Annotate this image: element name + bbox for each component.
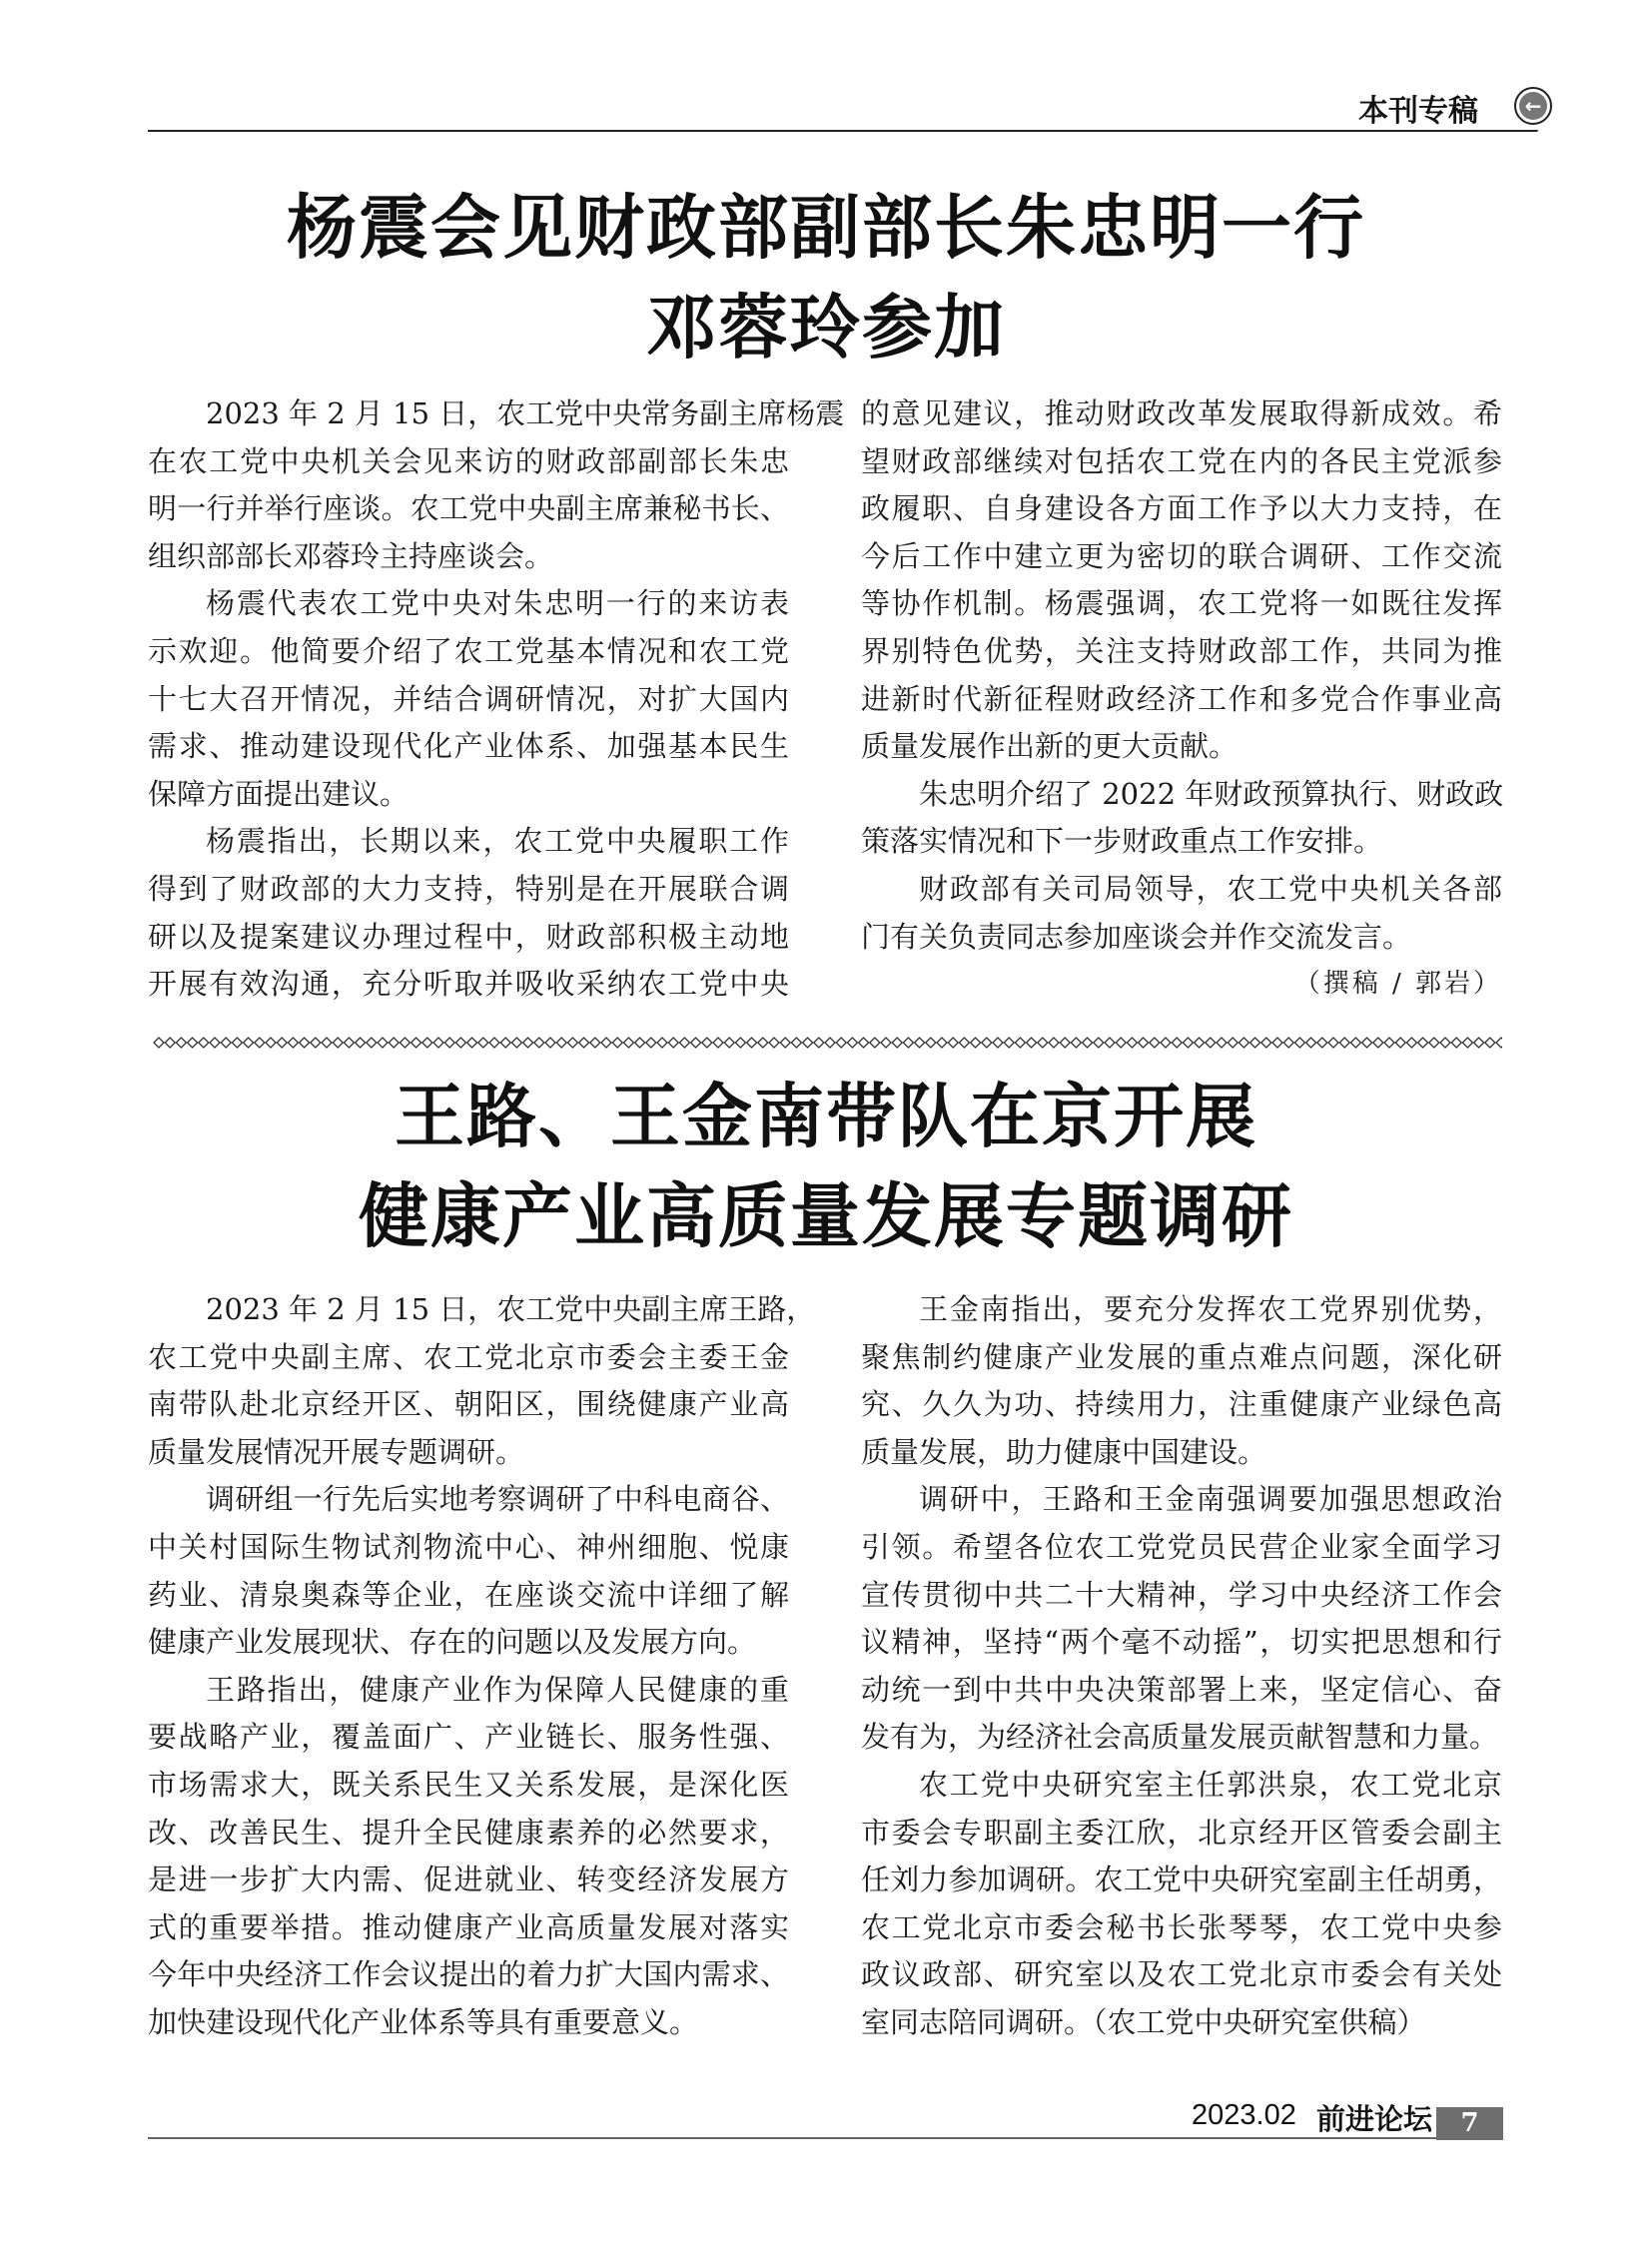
text-line: 市委会专职副主委江欣，北京经开区管委会副主 [861,1815,1502,1850]
article1-title-line: 杨震会见财政部副部长朱忠明一行 [287,187,1365,269]
diamond-ornament [1206,1038,1216,1048]
diamond-ornament [1474,1038,1484,1048]
diamond-ornament [277,1038,287,1048]
diamond-ornament [859,1038,869,1048]
diamond-ornament [1283,1038,1293,1048]
text-line: 保障方面提出建议。 [148,776,410,811]
text-line: 王金南指出，要充分发挥农工党界别优势， [919,1292,1502,1326]
text-line: 杨震指出，长期以来，农工党中央履职工作 [206,824,789,859]
diamond-ornament [993,1038,1003,1048]
header-rule [148,130,1538,132]
diamond-ornament [1462,1038,1472,1048]
diamond-ornament [836,1038,846,1048]
diamond-ornament [825,1038,835,1048]
diamond-ornament [367,1038,377,1048]
diamond-ornament [657,1038,667,1048]
article1-title-line: 邓蓉玲参加 [646,287,1006,369]
text-line: 农工党中央研究室主任郭洪泉，农工党北京 [919,1767,1502,1802]
diamond-ornament [232,1038,242,1048]
diamond-ornament [154,1038,164,1048]
text-line: 健康产业发展现状、存在的问题以及发展方向。 [148,1625,757,1660]
diamond-ornament [982,1038,992,1048]
diamond-ornament [288,1038,298,1048]
diamond-ornament [1250,1038,1260,1048]
diamond-ornament [356,1038,366,1048]
article2-title-line: 健康产业高质量发展专题调研 [359,1175,1293,1257]
diamond-divider [150,1035,1502,1051]
text-line: 2023 年 2 月 15 日，农工党中央副主席王路， [206,1292,816,1326]
footer-rule [148,2137,1436,2139]
article1-column-left [148,390,845,1009]
diamond-ornament [601,1038,611,1048]
text-line: 2023 年 2 月 15 日，农工党中央常务副主席杨震 [206,396,845,430]
diamond-ornament [322,1038,332,1048]
text-line: 质量发展情况开展专题调研。 [148,1434,525,1469]
diamond-ornament [1038,1038,1048,1048]
diamond-ornament [1228,1038,1238,1048]
text-line: 加快建设现代化产业体系等具有重要意义。 [148,2004,699,2039]
diamond-ornament [1373,1038,1383,1048]
diamond-ornament [691,1038,701,1048]
text-line: 望财政部继续对包括农工党在内的各民主党派参 [861,443,1502,478]
diamond-ornament [199,1038,209,1048]
diamond-ornament [915,1038,925,1048]
diamond-ornament [1172,1038,1182,1048]
diamond-ornament [758,1038,768,1048]
diamond-ornament [545,1038,555,1048]
diamond-ornament [1150,1038,1160,1048]
diamond-ornament [747,1038,757,1048]
text-line: 财政部有关司局领导，农工党中央机关各部 [919,871,1502,906]
text-line: 中关村国际生物试剂物流中心、神州细胞、悦康 [148,1529,789,1564]
text-line: 策落实情况和下一步财政重点工作安排。 [861,824,1383,859]
article2-title [148,1067,1504,1266]
text-line: 政议政部、研究室以及农工党北京市委会有关处 [861,1957,1502,1992]
diamond-ornament [1485,1038,1495,1048]
diamond-ornament [165,1038,175,1048]
diamond-ornament [1015,1038,1025,1048]
diamond-ornament [1094,1038,1104,1048]
diamond-ornament [948,1038,958,1048]
text-line: 质量发展作出新的更大贡献。 [861,729,1239,764]
diamond-ornament [1306,1038,1316,1048]
diamond-ornament [567,1038,577,1048]
page-number: 7 [1436,2107,1503,2140]
text-line: 室同志陪同调研。（农工党中央研究室供稿） [861,2004,1426,2039]
text-line: 今后工作中建立更为密切的联合调研、工作交流 [861,538,1502,573]
diamond-ornament [735,1038,745,1048]
diamond-ornament [1451,1038,1461,1048]
diamond-ornament [1294,1038,1304,1048]
text-line: 门有关负责同志参加座谈会并作交流发言。 [861,919,1412,954]
diamond-ornament [1183,1038,1193,1048]
diamond-ornament [266,1038,276,1048]
diamond-ornament [1429,1038,1439,1048]
text-line: 等协作机制。杨震强调，农工党将一如既往发挥 [861,586,1502,621]
diamond-ornament [523,1038,533,1048]
diamond-ornament [1362,1038,1372,1048]
diamond-ornament [300,1038,310,1048]
diamond-ornament [176,1038,186,1048]
diamond-ornament [1161,1038,1171,1048]
diamond-ornament [1139,1038,1149,1048]
diamond-ornament [803,1038,813,1048]
diamond-ornament [221,1038,231,1048]
diamond-ornament [534,1038,544,1048]
text-line: 市场需求大，既关系民生又关系发展，是深化医 [148,1767,789,1802]
diamond-ornament [780,1038,790,1048]
diamond-ornament [389,1038,399,1048]
text-line: 示欢迎。他简要介绍了农工党基本情况和农工党 [148,633,789,668]
diamond-ornament [903,1038,913,1048]
diamond-ornament [1496,1038,1502,1048]
diamond-ornament [937,1038,947,1048]
diamond-ornament [1083,1038,1093,1048]
diamond-ornament [668,1038,678,1048]
diamond-ornament [590,1038,600,1048]
text-line: 式的重要举措。推动健康产业高质量发展对落实 [148,1909,789,1944]
diamond-ornament [881,1038,891,1048]
diamond-ornament [892,1038,902,1048]
diamond-ornament [623,1038,633,1048]
diamond-ornament [500,1038,510,1048]
diamond-ornament [1105,1038,1115,1048]
diamond-ornament [724,1038,734,1048]
text-line: 农工党中央副主席、农工党北京市委会主委王金 [148,1339,789,1374]
text-line: 调研中，王路和王金南强调要加强思想政治 [919,1482,1502,1517]
text-line: 要战略产业，覆盖面广、产业链长、服务性强、 [148,1720,789,1755]
text-line: 组织部部长邓蓉玲主持座谈会。 [148,538,554,573]
text-line: 在农工党中央机关会见来访的财政部副部长朱忠 [148,443,789,478]
diamond-ornament [1261,1038,1271,1048]
diamond-ornament [1127,1038,1137,1048]
diamond-ornament [646,1038,656,1048]
text-line: 政履职、自身建设各方面工作予以大力支持，在 [861,491,1502,526]
diamond-ornament [1116,1038,1126,1048]
text-line: 发有为，为经济社会高质量发展贡献智慧和力量。 [861,1720,1499,1755]
diamond-ornament [344,1038,354,1048]
diamond-ornament [1071,1038,1081,1048]
diamond-ornament [1339,1038,1349,1048]
diamond-ornament [433,1038,443,1048]
text-line: 得到了财政部的大力支持，特别是在开展联合调 [148,871,789,906]
diamond-ornament [814,1038,824,1048]
text-line: 明一行并举行座谈。农工党中央副主席兼秘书长、 [148,491,789,526]
text-line: 调研组一行先后实地考察调研了中科电商谷、 [206,1482,789,1517]
diamond-ornament [959,1038,969,1048]
diamond-ornament [1004,1038,1014,1048]
diamond-ornament [455,1038,465,1048]
diamond-ornament [1239,1038,1248,1048]
diamond-ornament [1049,1038,1059,1048]
text-line: 究、久久为功、持续用力，注重健康产业绿色高 [861,1387,1502,1422]
text-line: 南带队赴北京经开区、朝阳区，围绕健康产业高 [148,1387,789,1422]
diamond-ornament [311,1038,321,1048]
text-line: 任刘力参加调研。农工党中央研究室副主任胡勇， [861,1863,1502,1897]
diamond-ornament [511,1038,521,1048]
diamond-ornament [1418,1038,1428,1048]
diamond-ornament [971,1038,981,1048]
text-line: 议精神，坚持“两个毫不动摇”，切实把思想和行 [861,1625,1502,1660]
back-arrow-circle-icon[interactable]: ← [1514,87,1552,125]
text-line: 药业、清泉奥森等企业，在座谈交流中详细了解 [148,1577,789,1612]
diamond-ornament [467,1038,477,1048]
diamond-ornament [378,1038,388,1048]
text-line: 质量发展，助力健康中国建设。 [861,1434,1267,1469]
diamond-ornament [1440,1038,1450,1048]
diamond-ornament [255,1038,265,1048]
diamond-ornament [1406,1038,1416,1048]
diamond-ornament [679,1038,689,1048]
diamond-ornament [791,1038,801,1048]
text-line: 动统一到中共中央决策部署上来，坚定信心、奋 [861,1672,1502,1707]
issue-date: 2023.02 [1192,2099,1296,2131]
diamond-ornament [1272,1038,1282,1048]
text-line: 开展有效沟通，充分听取并吸收采纳农工党中央 [148,967,789,1002]
diamond-ornament [556,1038,566,1048]
diamond-ornament [1395,1038,1405,1048]
diamond-ornament [333,1038,343,1048]
text-line: 农工党北京市委会秘书长张琴琴，农工党中央参 [861,1909,1502,1944]
diamond-ornament [478,1038,488,1048]
text-line: 聚焦制约健康产业发展的重点难点问题，深化研 [861,1339,1502,1374]
diamond-ornament [400,1038,410,1048]
diamond-ornament [412,1038,421,1048]
byline: （撰稿 / 郭岩） [1293,969,1502,1000]
text-line: 界别特色优势，关注支持财政部工作，共同为推 [861,633,1502,668]
diamond-ornament [579,1038,589,1048]
section-label: 本刊专稿 [1358,94,1478,129]
diamond-ornament [489,1038,499,1048]
diamond-ornament [444,1038,454,1048]
article1-column-right [861,390,1502,1009]
text-line: 宣传贯彻中共二十大精神，学习中央经济工作会 [861,1577,1502,1612]
article2-column-left [148,1286,816,2047]
diamond-ornament [1027,1038,1037,1048]
text-line: 十七大召开情况，并结合调研情况，对扩大国内 [148,681,789,716]
diamond-ornament [244,1038,254,1048]
diamond-ornament [926,1038,936,1048]
text-line: 今年中央经济工作会议提出的着力扩大国内需求、 [148,1957,789,1992]
text-line: 研以及提案建议办理过程中，财政部积极主动地 [148,919,789,954]
diamond-ornament [1328,1038,1338,1048]
diamond-ornament [1060,1038,1070,1048]
diamond-ornament [1317,1038,1327,1048]
text-line: 的意见建议，推动财政改革发展取得新成效。希 [861,396,1502,430]
text-line: 王路指出，健康产业作为保障人民健康的重 [206,1672,789,1707]
text-line: 需求、推动建设现代化产业体系、加强基本民生 [148,729,789,764]
diamond-ornament [870,1038,880,1048]
text-line: 引领。希望各位农工党党员民营企业家全面学习 [861,1529,1502,1564]
article2-title-line: 王路、王金南带队在京开展 [395,1076,1257,1157]
text-line: 朱忠明介绍了 2022 年财政预算执行、财政政 [919,776,1504,811]
diamond-ornament [635,1038,645,1048]
diamond-ornament [1217,1038,1227,1048]
article2-column-right [861,1286,1502,2047]
text-line: 杨震代表农工党中央对朱忠明一行的来访表 [206,586,789,621]
diamond-ornament [847,1038,857,1048]
diamond-ornament [769,1038,779,1048]
magazine-name: 前进论坛 [1316,2102,1433,2136]
diamond-ornament [713,1038,723,1048]
diamond-ornament [702,1038,712,1048]
diamond-ornament [210,1038,220,1048]
diamond-ornament [612,1038,622,1048]
diamond-ornament [188,1038,198,1048]
text-line: 是进一步扩大内需、促进就业、转变经济发展方 [148,1863,789,1897]
diamond-ornament [1195,1038,1205,1048]
article1-title [148,178,1504,377]
text-line: 改、改善民生、提升全民健康素养的必然要求， [148,1815,789,1850]
diamond-ornament [422,1038,432,1048]
diamond-ornament [1350,1038,1360,1048]
text-line: 进新时代新征程财政经济工作和多党合作事业高 [861,681,1502,716]
diamond-ornament [1384,1038,1394,1048]
